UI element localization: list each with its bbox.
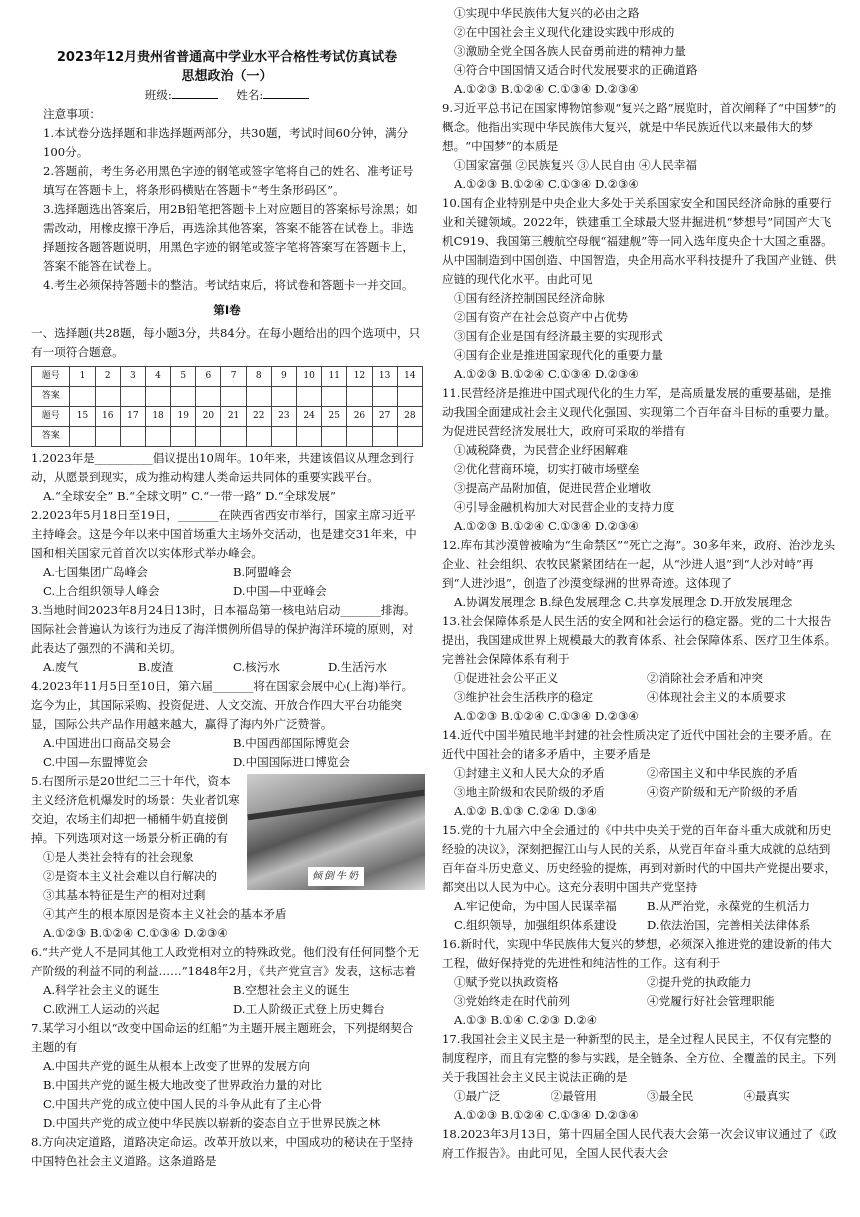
answer-table-number: 6 xyxy=(196,367,221,387)
item-row xyxy=(442,669,840,688)
note-item: 3.选择题选出答案后，用2B铅笔把答题卡上对应题目的答案标号涂黑；如需改动，用橡皮擦干净后，再选涂其他答案，答案不能答在试卷上。非选择题按各题答题说明，用黑色字迹的钢笔或签字笔将答案写在答题卡上，答案不能答在试卷上。 xyxy=(43,202,418,273)
question-9 xyxy=(442,99,840,194)
question-item: ④党履行好社会管理职能 xyxy=(647,994,775,1008)
item-row xyxy=(442,1087,840,1106)
question-18 xyxy=(442,1125,840,1163)
question-item: D.依法治国，完善相关法律体系 xyxy=(647,918,811,932)
question-item: ③最全民 xyxy=(647,1089,694,1103)
q5-item: ④其产生的根本原因是资本主义社会的基本矛盾 xyxy=(43,907,287,921)
option-row xyxy=(31,981,423,1000)
q5-item: ②是资本主义社会难以自行解决的 xyxy=(43,869,217,883)
answer-cell[interactable] xyxy=(372,427,397,447)
option: A.科学社会主义的诞生 xyxy=(43,983,160,997)
answer-table-number: 14 xyxy=(397,367,422,387)
question-stem: 15.党的十九届六中全会通过的《中共中央关于党的百年奋斗重大成就和历史经验的决议》，深刻把握江山与人民的关系，从党百年奋斗重大成就的总结到百年奋斗历史意义、历史经验的提炼，再到对新时代的中国共产党提出要求，都突出以人民为中心。这充分表明中国共产党坚持 xyxy=(442,823,837,894)
answer-table-number: 7 xyxy=(221,367,246,387)
item-row xyxy=(442,897,840,916)
question-item: A.牢记使命，为中国人民谋幸福 xyxy=(454,899,617,913)
section-title: 第Ⅰ卷 xyxy=(213,303,241,317)
q8-item: ④符合中国国情又适合时代发展要求的正确道路 xyxy=(454,63,698,77)
option: B.中国共产党的诞生极大地改变了世界政治力量的对比 xyxy=(43,1078,322,1092)
answer-table-label: 题号 xyxy=(32,407,70,427)
question-10 xyxy=(442,194,840,384)
question-stem: 17.我国社会主义民主是一种新型的民主，是全过程人民民主，不仅有完整的制度程序，而且有完整的参与实践，是全链条、全方位、全覆盖的民主。下列关于我国社会主义民主说法正确的是 xyxy=(442,1032,837,1084)
name-blank[interactable] xyxy=(263,86,309,99)
question-item: ③国有企业是国有经济最主要的实现形式 xyxy=(454,329,663,343)
photo-rail xyxy=(247,790,424,821)
option: D.中国国际进口博览会 xyxy=(233,755,350,769)
answer-table-number: 23 xyxy=(271,407,296,427)
question-1 xyxy=(31,449,423,506)
answer-cell[interactable] xyxy=(221,387,246,407)
question-item: ③地主阶级和农民阶级的矛盾 xyxy=(454,785,605,799)
question-item: ③维护社会生活秩序的稳定 xyxy=(454,690,594,704)
question-stem: 10.国有企业特别是中央企业大多处于关系国家安全和国民经济命脉的重要行业和关键领域。2022年，铁建重工全球最大竖井掘进机“梦想号”同国产大飞机C919、我国第三艘航空母舰“福建舰”等一同入选年度央企十大国之重器。从中国制造到中国创造、中国智造，央企用高水平科技提升了我国产业链、供应链的现代化水平。由此可见 xyxy=(442,196,837,286)
question-item: ④引导金融机构加大对民营企业的支持力度 xyxy=(454,500,675,514)
answer-table-number: 12 xyxy=(347,367,372,387)
question-stem: 1.2023年是__________倡议提出10周年。10年来，共建该倡议从理念到行动，从愿景到现实，成为推动构建人类命运共同体的重要实践平台。 xyxy=(31,451,415,484)
name-label: 姓名: xyxy=(236,88,264,102)
option: A.“全球安全” B.“全球文明” C.“一带一路” D.“全球发展” xyxy=(43,489,336,503)
question-item: ③提高产品附加值，促进民营企业增收 xyxy=(454,481,652,495)
item-row xyxy=(442,688,840,707)
question-item: B.从严治党，永葆党的生机活力 xyxy=(647,899,810,913)
question-item: C.组织领导，加强组织体系建设 xyxy=(454,918,617,932)
answer-cell[interactable] xyxy=(221,427,246,447)
answer-cell[interactable] xyxy=(171,427,196,447)
q8-item: ①实现中华民族伟大复兴的必由之路 xyxy=(454,6,640,20)
answer-cell[interactable] xyxy=(120,387,145,407)
answer-table-answer-row xyxy=(32,387,423,407)
question-item: ②帝国主义和中华民族的矛盾 xyxy=(647,766,798,780)
question-item: ②国有资产在社会总资产中占优势 xyxy=(454,310,628,324)
answer-table-number: 20 xyxy=(196,407,221,427)
option: C.核污水 xyxy=(233,660,280,674)
answer-table xyxy=(31,366,423,447)
option-row xyxy=(31,563,423,582)
answer-cell[interactable] xyxy=(246,427,271,447)
answer-cell[interactable] xyxy=(347,387,372,407)
answer-table-number: 25 xyxy=(322,407,347,427)
answer-table-number: 9 xyxy=(271,367,296,387)
answer-cell[interactable] xyxy=(372,387,397,407)
question-choices: A.①③ B.①④ C.②③ D.②④ xyxy=(454,1013,598,1027)
note-item: 4.考生必须保持答题卡的整洁。考试结束后，将试卷和答题卡一并交回。 xyxy=(43,278,414,292)
option: A.中国共产党的诞生从根本上改变了世界的发展方向 xyxy=(43,1059,311,1073)
answer-table-number: 27 xyxy=(372,407,397,427)
item-row xyxy=(442,973,840,992)
answer-table-label: 答案 xyxy=(32,387,70,407)
question-choices: A.协调发展理念 B.绿色发展理念 C.共享发展理念 D.开放发展理念 xyxy=(454,595,793,609)
question-item: ②消除社会矛盾和冲突 xyxy=(647,671,763,685)
milk-photo xyxy=(247,774,425,890)
question-stem: 3.当地时间2023年8月24日13时，日本福岛第一核电站启动_______排海。国际社会普遍认为该行为违反了海洋惯例所倡导的保护海洋环境的原则，对此表达了强烈的不满和关切。 xyxy=(31,603,416,655)
question-17 xyxy=(442,1030,840,1125)
option-row xyxy=(31,734,423,753)
option: B.中国西部国际博览会 xyxy=(233,736,350,750)
answer-table-number: 8 xyxy=(246,367,271,387)
answer-table-number: 11 xyxy=(322,367,347,387)
option: D.中国—中亚峰会 xyxy=(233,584,327,598)
question-12 xyxy=(442,536,840,612)
answer-table-number: 26 xyxy=(347,407,372,427)
option: D.中国共产党的成立使中华民族以崭新的姿态自立于世界民族之林 xyxy=(43,1116,381,1130)
question-choices: A.①②③ B.①②④ C.①③④ D.②③④ xyxy=(454,177,639,191)
left-questions xyxy=(31,449,423,772)
question-15 xyxy=(442,821,840,935)
answer-cell[interactable] xyxy=(296,387,321,407)
answer-cell[interactable] xyxy=(347,427,372,447)
answer-table-number: 5 xyxy=(171,367,196,387)
q5-item: ③其基本特征是生产的相对过剩 xyxy=(43,888,206,902)
question-4 xyxy=(31,677,423,772)
student-info xyxy=(31,86,423,105)
option-row xyxy=(31,753,423,772)
question-item: ①促进社会公平正义 xyxy=(454,671,559,685)
question-item: ①最广泛 xyxy=(454,1089,501,1103)
question-stem: 14.近代中国半殖民地半封建的社会性质决定了近代中国社会的主要矛盾。在近代中国社会的诸多矛盾中，主要矛盾是 xyxy=(442,728,832,761)
answer-cell[interactable] xyxy=(271,387,296,407)
question-choices: A.①②③ B.①②④ C.①③④ D.②③④ xyxy=(454,709,639,723)
q8-item: ②在中国社会主义现代化建设实践中形成的 xyxy=(454,25,675,39)
question-item: ①国有经济控制国民经济命脉 xyxy=(454,291,605,305)
answer-cell[interactable] xyxy=(322,387,347,407)
answer-table-number: 24 xyxy=(296,407,321,427)
question-choices: A.①②③ B.①②④ C.①③④ D.②③④ xyxy=(454,519,639,533)
item-row xyxy=(442,783,840,802)
option-row xyxy=(31,658,423,677)
question-item: ①国家富强 ②民族复兴 ③人民自由 ④人民幸福 xyxy=(454,158,697,172)
answer-table-number: 18 xyxy=(145,407,170,427)
question-item: ①减税降费，为民营企业纾困解难 xyxy=(454,443,628,457)
option: A.中国进出口商品交易会 xyxy=(43,736,171,750)
answer-cell[interactable] xyxy=(120,427,145,447)
question-item: ④体现社会主义的本质要求 xyxy=(647,690,787,704)
option: A.七国集团广岛峰会 xyxy=(43,565,148,579)
answer-table-answer-row xyxy=(32,427,423,447)
answer-cell[interactable] xyxy=(196,387,221,407)
question-choices: A.①②③ B.①②④ C.①③④ D.②③④ xyxy=(454,367,639,381)
answer-cell[interactable] xyxy=(70,427,95,447)
question-stem: 11.民营经济是推进中国式现代化的生力军，是高质量发展的重要基础，是推动我国全面建成社会主义现代化强国、实现第二个百年奋斗目标的重要力量。为促进民营经济发展壮大，政府可采取的举措有 xyxy=(442,386,837,438)
option: B.空想社会主义的诞生 xyxy=(233,983,350,997)
question-choices: A.①②③ B.①②④ C.①③④ D.②③④ xyxy=(454,1108,639,1122)
question-5 xyxy=(31,772,423,943)
answer-cell[interactable] xyxy=(145,427,170,447)
q6-stem: 6.“共产党人不是同其他工人政党相对立的特殊政党。他们没有任何同整个无产阶级的利益不同的利益……”1848年2月，《共产党宣言》发表，这标志着 xyxy=(31,945,419,978)
exam-subtitle: 思想政治（一） xyxy=(181,69,273,84)
answer-table-number: 19 xyxy=(171,407,196,427)
option: C.中国—东盟博览会 xyxy=(43,755,148,769)
answer-table-label: 答案 xyxy=(32,427,70,447)
q5-stem: 5.右图所示是20世纪二三十年代，资本主义经济危机爆发时的场景：失业者饥寒交迫，农场主们却把一桶桶牛奶直接倒掉。下列选项对这一场景分析正确的有 xyxy=(31,774,240,845)
question-3 xyxy=(31,601,423,677)
note-item: 1.本试卷分选择题和非选择题两部分，共30题，考试时间60分钟，满分100分。 xyxy=(43,126,409,159)
item-row xyxy=(442,992,840,1011)
answer-cell[interactable] xyxy=(171,387,196,407)
q8-stem: 8.方向决定道路，道路决定命运。改革开放以来，中国成功的秘诀在于坚持中国特色社会主义道路。这条道路是 xyxy=(31,1135,414,1168)
question-item: ③党始终走在时代前列 xyxy=(454,994,570,1008)
option: C.欧洲工人运动的兴起 xyxy=(43,1002,160,1016)
question-item: ②优化营商环境，切实打破市场壁垒 xyxy=(454,462,640,476)
answer-cell[interactable] xyxy=(271,427,296,447)
question-stem: 2.2023年5月18日至19日，_______在陕西省西安市举行，国家主席习近平主持峰会。这是今年以来中国首场重大主场外交活动，也是建交31年来，中国和相关国家元首首次以实体形式举办峰会。 xyxy=(31,508,417,560)
question-stem: 12.库布其沙漠曾被喻为“生命禁区”“死亡之海”。30多年来，政府、治沙龙头企业、社会组织、农牧民紧紧团结在一起，从“沙进人退”到“人沙对峙”再到“人进沙退”，创造了沙漠变绿洲的世界奇迹。这体现了 xyxy=(442,538,836,590)
answer-cell[interactable] xyxy=(95,427,120,447)
answer-cell[interactable] xyxy=(397,427,422,447)
right-column xyxy=(442,4,840,1163)
option: A.废气 xyxy=(43,660,79,674)
answer-cell[interactable] xyxy=(246,387,271,407)
photo-caption: 倾倒牛奶 xyxy=(308,867,364,886)
q8-choices: A.①②③ B.①②④ C.①③④ D.②③④ xyxy=(454,82,639,96)
notes-heading: 注意事项： xyxy=(43,107,101,121)
option-row xyxy=(31,1000,423,1019)
option: B.废渣 xyxy=(138,660,174,674)
option-row xyxy=(31,582,423,601)
question-stem: 13.社会保障体系是人民生活的安全网和社会运行的稳定器。党的二十大报告提出，我国建成世界上规模最大的教育体系、社会保障体系、医疗卫生体系。完善社会保障体系有利于 xyxy=(442,614,837,666)
q7-stem: 7.某学习小组以“改变中国命运的红船”为主题开展主题班会，下列提纲契合主题的有 xyxy=(31,1021,414,1054)
question-item: ④资产阶级和无产阶级的矛盾 xyxy=(647,785,798,799)
answer-table-number: 22 xyxy=(246,407,271,427)
section-instruction: 一、选择题(共28题，每小题3分，共84分。在每小题给出的四个选项中，只有一项符合题意。 xyxy=(31,326,421,359)
answer-cell[interactable] xyxy=(70,387,95,407)
answer-table-number: 15 xyxy=(70,407,95,427)
question-14 xyxy=(442,726,840,821)
option: C.中国共产党的成立使中国人民的斗争从此有了主心骨 xyxy=(43,1097,322,1111)
answer-cell[interactable] xyxy=(397,387,422,407)
answer-cell[interactable] xyxy=(95,387,120,407)
question-6 xyxy=(31,943,423,1019)
left-column xyxy=(31,48,423,1171)
question-2 xyxy=(31,506,423,601)
class-blank[interactable] xyxy=(172,86,218,99)
question-item: ②最管用 xyxy=(550,1089,597,1103)
question-choices: A.①② B.①③ C.②④ D.③④ xyxy=(454,804,598,818)
option: D.工人阶级正式登上历史舞台 xyxy=(233,1002,385,1016)
answer-table-number: 13 xyxy=(372,367,397,387)
question-stem: 9.习近平总书记在国家博物馆参观“复兴之路”展览时，首次阐释了“中国梦”的概念。他指出实现中华民族伟大复兴，就是中华民族近代以来最伟大的梦想。“中国梦”的本质是 xyxy=(442,101,837,153)
item-row xyxy=(442,764,840,783)
answer-cell[interactable] xyxy=(296,427,321,447)
question-13 xyxy=(442,612,840,726)
question-item: ①封建主义和人民大众的矛盾 xyxy=(454,766,605,780)
question-stem: 4.2023年11月5日至10日，第六届_______将在国家会展中心(上海)举行。迄今为止，其国际采购、投资促进、人文交流、开放合作四大平台功能突显，国际公共产品作用越来越大，赢得了海内外广泛赞誉。 xyxy=(31,679,414,731)
q5-item: ①是人类社会特有的社会现象 xyxy=(43,850,194,864)
right-questions xyxy=(442,99,840,1163)
answer-cell[interactable] xyxy=(196,427,221,447)
note-item: 2.答题前，考生务必用黑色字迹的钢笔或签字笔将自己的姓名、准考证号填写在答题卡上，将条形码横贴在答题卡“考生条形码区”。 xyxy=(43,164,414,197)
answer-table-number: 17 xyxy=(120,407,145,427)
question-7 xyxy=(31,1019,423,1133)
answer-table-number: 4 xyxy=(145,367,170,387)
question-stem: 16.新时代，实现中华民族伟大复兴的梦想，必须深入推进党的建设新的伟大工程，做好保持党的先进性和纯洁性的工作。这有利于 xyxy=(442,937,832,970)
answer-table-number: 3 xyxy=(120,367,145,387)
option: B.阿盟峰会 xyxy=(233,565,292,579)
question-item: ①赋予党以执政资格 xyxy=(454,975,559,989)
answer-table-number-row xyxy=(32,407,423,427)
question-11 xyxy=(442,384,840,536)
q5-choices: A.①②③ B.①②④ C.①③④ D.②③④ xyxy=(43,926,228,940)
answer-table-number: 16 xyxy=(95,407,120,427)
question-16 xyxy=(442,935,840,1030)
notes-list xyxy=(31,124,423,295)
answer-table-number: 21 xyxy=(221,407,246,427)
question-8 xyxy=(31,1133,423,1171)
question-stem: 18.2023年3月13日，第十四届全国人民代表大会第一次会议审议通过了《政府工作报告》。由此可见，全国人民代表大会 xyxy=(442,1127,837,1160)
option: D.生活污水 xyxy=(328,660,387,674)
answer-cell[interactable] xyxy=(322,427,347,447)
answer-table-number: 2 xyxy=(95,367,120,387)
answer-table-number: 28 xyxy=(397,407,422,427)
option: C.上合组织领导人峰会 xyxy=(43,584,160,598)
answer-table-label: 题号 xyxy=(32,367,70,387)
exam-title: 2023年12月贵州省普通高中学业水平合格性考试仿真试卷 xyxy=(56,50,398,65)
item-row xyxy=(442,916,840,935)
answer-table-number: 10 xyxy=(296,367,321,387)
answer-table-number: 1 xyxy=(70,367,95,387)
question-item: ④最真实 xyxy=(743,1089,790,1103)
question-item: ②提升党的执政能力 xyxy=(647,975,752,989)
answer-cell[interactable] xyxy=(145,387,170,407)
class-label: 班级: xyxy=(144,88,172,102)
q8-item: ③激励全党全国各族人民奋勇前进的精神力量 xyxy=(454,44,686,58)
answer-table-number-row xyxy=(32,367,423,387)
question-item: ④国有企业是推进国家现代化的重要力量 xyxy=(454,348,663,362)
